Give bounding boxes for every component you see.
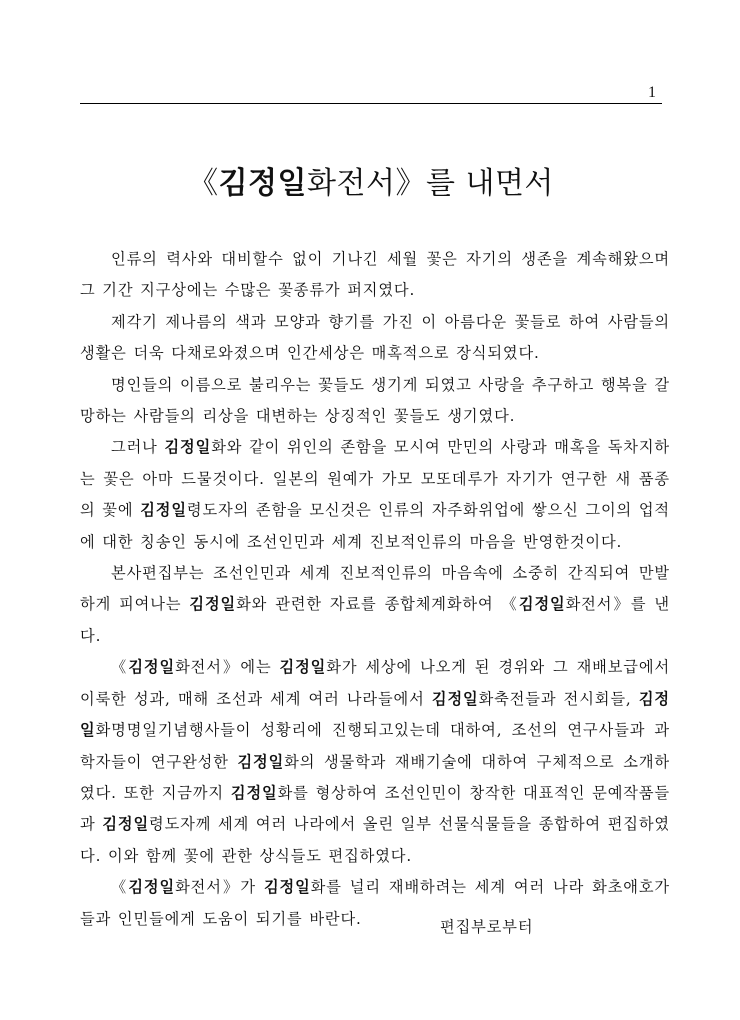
- text-run: 화를 형상하여 조선인민이 창작한 대표적인 문예작품들과: [80, 783, 671, 834]
- paragraph-1: [80, 244, 670, 307]
- text-run: 명인들의 이름으로 불리우는 꽃들도 생기게 되였고 사랑을 추구하고 행복을 갈망하는 사람들의 리상을 대변하는 상징적인 꽃들도 생기였다.: [80, 375, 670, 426]
- title-open-bracket: 《: [188, 166, 219, 201]
- bold-name-run: 김정일: [279, 658, 327, 677]
- paragraph-2: [80, 307, 670, 370]
- bold-name-run: 김정일: [80, 689, 670, 740]
- title-rest: 화전서》를 내면서: [307, 166, 554, 201]
- text-run: 령도자의 존함을 모신것은 인류의 자주화위업에 쌓으신 그이의 업적에 대한 칭송인 동시에 조선인민과 세계 진보적인류의 마음을 반영한것이다.: [80, 501, 671, 551]
- bold-name-run: 김정일: [230, 783, 278, 802]
- bold-name-run: 김정일: [128, 878, 176, 897]
- bold-name-run: 김정일: [102, 815, 150, 834]
- text-run: 화가 세상에 나오게 된 경위와 그 재배보급에서 이룩한 성과, 매해 조선과 세계 여러 나라들에서: [80, 658, 671, 708]
- page-number: 1: [648, 84, 656, 101]
- text-run: 그러나: [111, 438, 165, 457]
- page-title: [80, 158, 662, 202]
- text-run: 본사편집부는 조선인민과 세계 진보적인류의 마음속에 소중히 간직되여 만발하게 피여나는: [80, 564, 670, 614]
- text-run: 화와 관련한 자료를 종합체계화하여 《: [236, 595, 519, 614]
- text-run: 화전서》를 낸다.: [80, 595, 670, 645]
- bold-name-run: 김정일: [140, 501, 187, 520]
- text-run: 《: [111, 658, 129, 677]
- paragraph-7: [80, 872, 670, 935]
- bold-name-run: 김정일: [431, 689, 479, 708]
- header-rule: [80, 103, 662, 104]
- text-run: 화전서》에는: [175, 658, 280, 677]
- title-name: 김정일: [218, 166, 308, 201]
- bold-name-run: 김정일: [263, 878, 311, 897]
- text-run: 화축전들과 전시회들,: [478, 689, 639, 708]
- bold-name-run: 김정일: [518, 595, 566, 614]
- paragraph-6: [80, 652, 670, 872]
- text-run: 화명명일기념행사들이 성황리에 진행되고있는데 대하여, 조선의 연구사들과 과학자들이 연구완성한: [80, 721, 670, 771]
- bold-name-run: 김정일: [237, 752, 285, 771]
- text-run: 화를 널리 재배하려는 세계 여러 나라 화초애호가들과 인민들에게 도움이 되기를 바란다.: [80, 878, 670, 928]
- bold-name-run: 김정일: [128, 658, 176, 677]
- signature: 편집부로부터: [440, 918, 534, 936]
- text-run: 령도자께 세계 여러 나라에서 올린 일부 선물식물들을 종합하여 편집하였다. 이와 함께 꽃에 관한 상식들도 편집하였다.: [80, 815, 670, 865]
- text-run: 제각기 제나름의 색과 모양과 향기를 가진 이 아름다운 꽃들로 하여 사람들의 생활은 더욱 다채로와졌으며 인간세상은 매혹적으로 장식되였다.: [80, 312, 670, 363]
- paragraph-5: [80, 558, 670, 652]
- paragraph-3: [80, 370, 670, 433]
- body-text: [80, 244, 670, 935]
- text-run: 화와 같이 위인의 존함을 모시여 만민의 사랑과 매혹을 독차지하는 꽃은 아마 드물것이다. 일본의 원예가 가모 모또데루가 자기가 연구한 새 품종의 꽃에: [80, 438, 670, 520]
- bold-name-run: 김정일: [189, 595, 237, 614]
- text-run: 화전서》가: [175, 878, 264, 897]
- bold-name-run: 김정일: [164, 438, 212, 457]
- text-run: 인류의 력사와 대비할수 없이 기나긴 세월 꽃은 자기의 생존을 계속해왔으며 그 기간 지구상에는 수많은 꽃종류가 퍼지였다.: [80, 250, 670, 300]
- paragraph-4: [80, 432, 670, 558]
- text-run: 화의 생물학과 재배기술에 대하여 구체적으로 소개하였다. 또한 지금까지: [80, 752, 670, 802]
- text-run: 《: [111, 878, 129, 897]
